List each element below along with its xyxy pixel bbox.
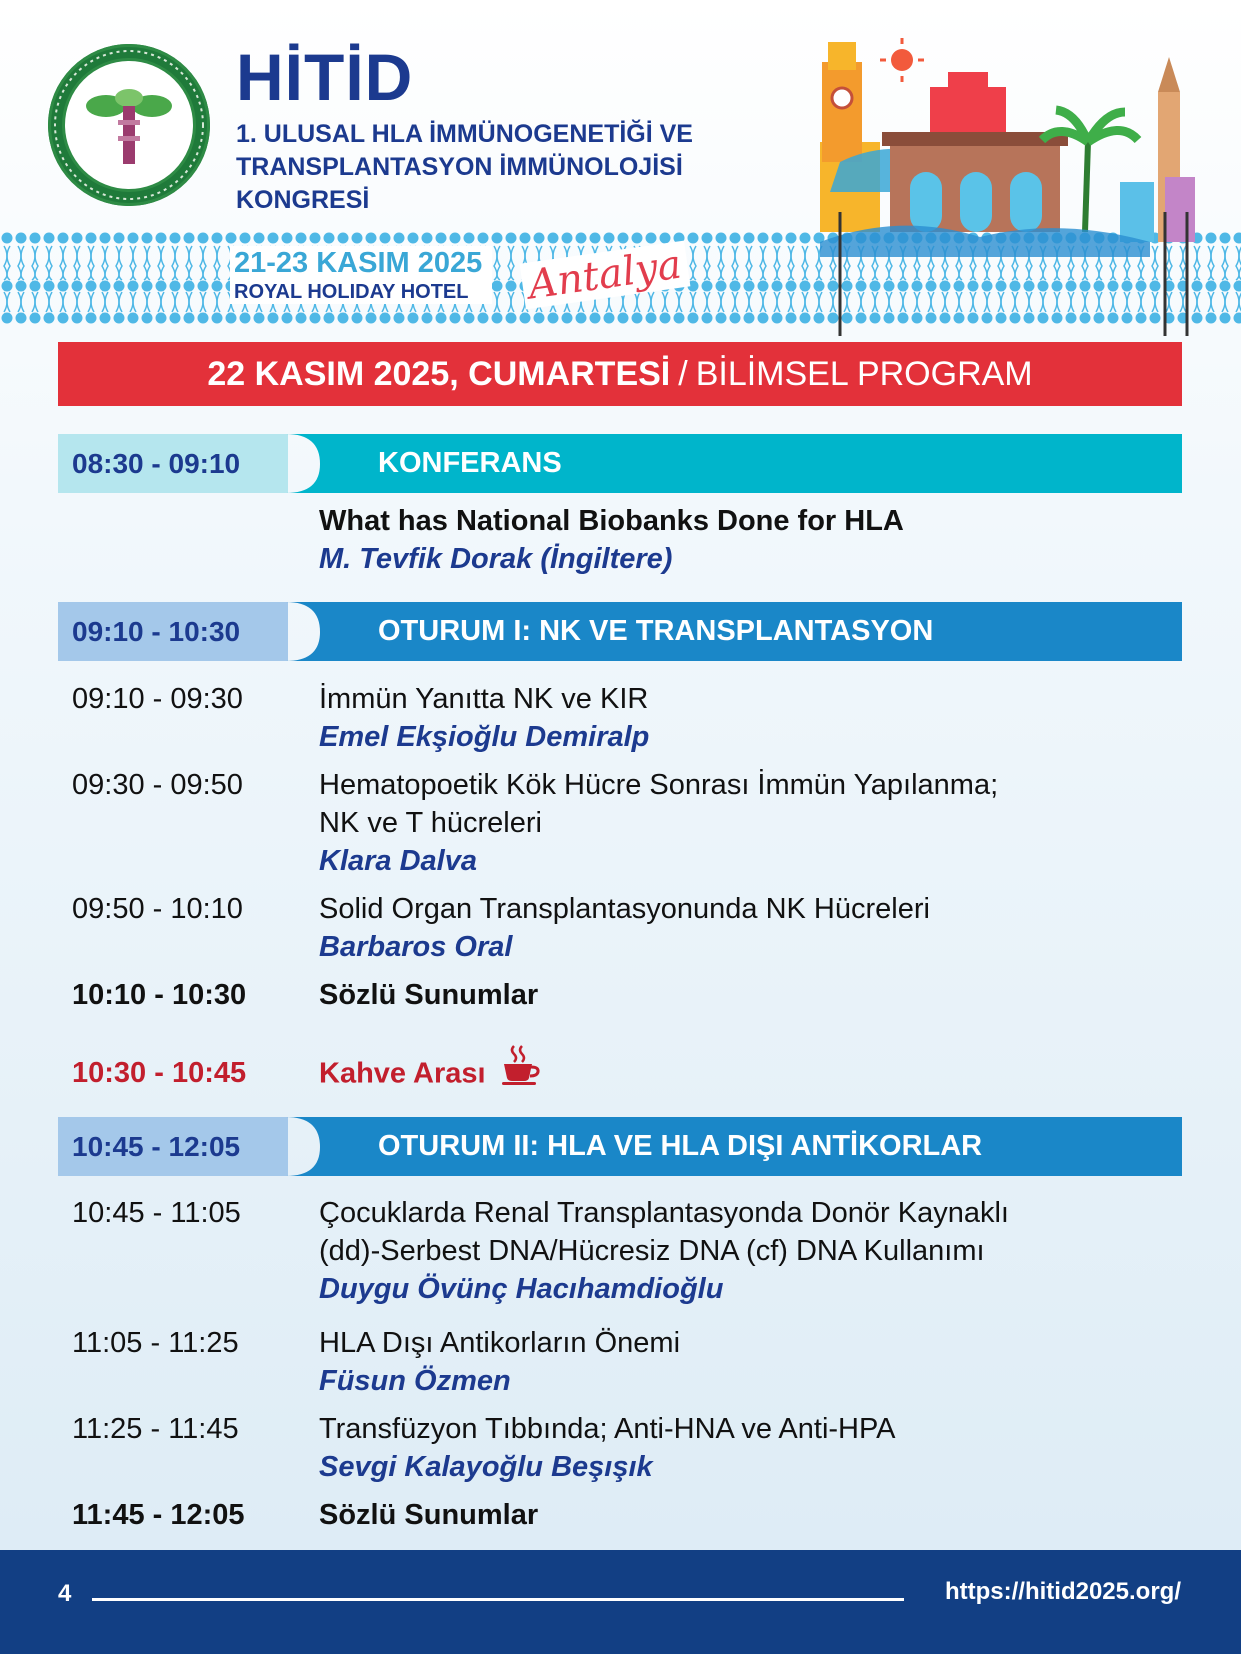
session2-header [58, 1117, 1182, 1176]
item-topic: HLA Dışı Antikorların Önemi [319, 1327, 681, 1359]
footer-divider [92, 1598, 904, 1601]
item-time: 09:50 - 10:10 [72, 893, 243, 925]
congress-title: 1. ULUSAL HLA İMMÜNOGENETİĞİ VE TRANSPLANTASYON İMMÜNOLOJİSİ KONGRESİ [236, 120, 693, 214]
item-time: 11:05 - 11:25 [72, 1327, 239, 1359]
brand-title: HİTİD [236, 40, 414, 114]
banner-day: 22 KASIM 2025, CUMARTESİ [207, 355, 671, 393]
item-topic: Sözlü Sunumlar [319, 1499, 539, 1531]
break-time: 10:30 - 10:45 [72, 1057, 247, 1089]
website-link[interactable]: https://hitid2025.org/ [944, 1578, 1181, 1605]
item-speaker: Klara Dalva [319, 845, 477, 877]
item-speaker: Barbaros Oral [319, 931, 513, 963]
page-number: 4 [58, 1580, 72, 1607]
talk-title: What has National Biobanks Done for HLA [319, 505, 904, 537]
session-title: OTURUM II: HLA VE HLA DIŞI ANTİKORLAR [320, 1117, 1182, 1176]
session-time: 09:10 - 10:30 [58, 602, 288, 661]
item-speaker: Sevgi Kalayoğlu Beşışık [319, 1451, 653, 1483]
session-title: KONFERANS [320, 434, 1182, 493]
item-time: 10:45 - 11:05 [72, 1197, 241, 1229]
item-topic: Solid Organ Transplantasyonunda NK Hücreleri [319, 893, 930, 925]
break-label: Kahve Arası [319, 1057, 486, 1090]
session-time: 08:30 - 09:10 [58, 434, 288, 493]
day-banner [58, 342, 1182, 406]
item-topic-line1: Çocuklarda Renal Transplantasyonda Donör Kaynaklı [319, 1197, 1009, 1229]
item-time: 11:25 - 11:45 [72, 1413, 239, 1445]
event-venue: ROYAL HOLIDAY HOTEL [234, 281, 469, 303]
item-time: 10:10 - 10:30 [72, 979, 247, 1011]
item-topic: İmmün Yanıtta NK ve KIR [319, 683, 649, 715]
talk-speaker: M. Tevfik Dorak (İngiltere) [319, 543, 673, 575]
item-time: 09:10 - 09:30 [72, 683, 243, 715]
antalya-skyline-illustration [820, 32, 1200, 336]
item-speaker: Emel Ekşioğlu Demiralp [319, 721, 650, 753]
item-time: 09:30 - 09:50 [72, 769, 243, 801]
event-city: Antalya [520, 241, 691, 310]
item-speaker: Füsun Özmen [319, 1365, 511, 1397]
session-time: 10:45 - 12:05 [58, 1117, 288, 1176]
banner-separator: / [678, 355, 688, 393]
conference-header [58, 434, 1182, 493]
item-speaker: Duygu Övünç Hacıhamdioğlu [319, 1273, 724, 1305]
item-time: 11:45 - 12:05 [72, 1499, 245, 1531]
item-topic-line2: (dd)-Serbest DNA/Hücresiz DNA (cf) DNA Kullanımı [319, 1235, 985, 1267]
session-title: OTURUM I: NK VE TRANSPLANTASYON [320, 602, 1182, 661]
item-topic: Transfüzyon Tıbbında; Anti-HNA ve Anti-HPA [319, 1413, 896, 1445]
item-topic-line2: NK ve T hücreleri [319, 807, 542, 839]
item-topic-line1: Hematopoetik Kök Hücre Sonrası İmmün Yapılanma; [319, 769, 999, 801]
event-info [230, 246, 492, 304]
association-logo [48, 44, 210, 206]
footer [0, 1550, 1241, 1654]
session1-header [58, 602, 1182, 661]
item-topic: Sözlü Sunumlar [319, 979, 539, 1011]
banner-program: BİLİMSEL PROGRAM [695, 355, 1033, 393]
header [0, 0, 1241, 340]
coffee-cup-icon [500, 1044, 542, 1096]
event-dates: 21-23 KASIM 2025 [234, 247, 483, 279]
